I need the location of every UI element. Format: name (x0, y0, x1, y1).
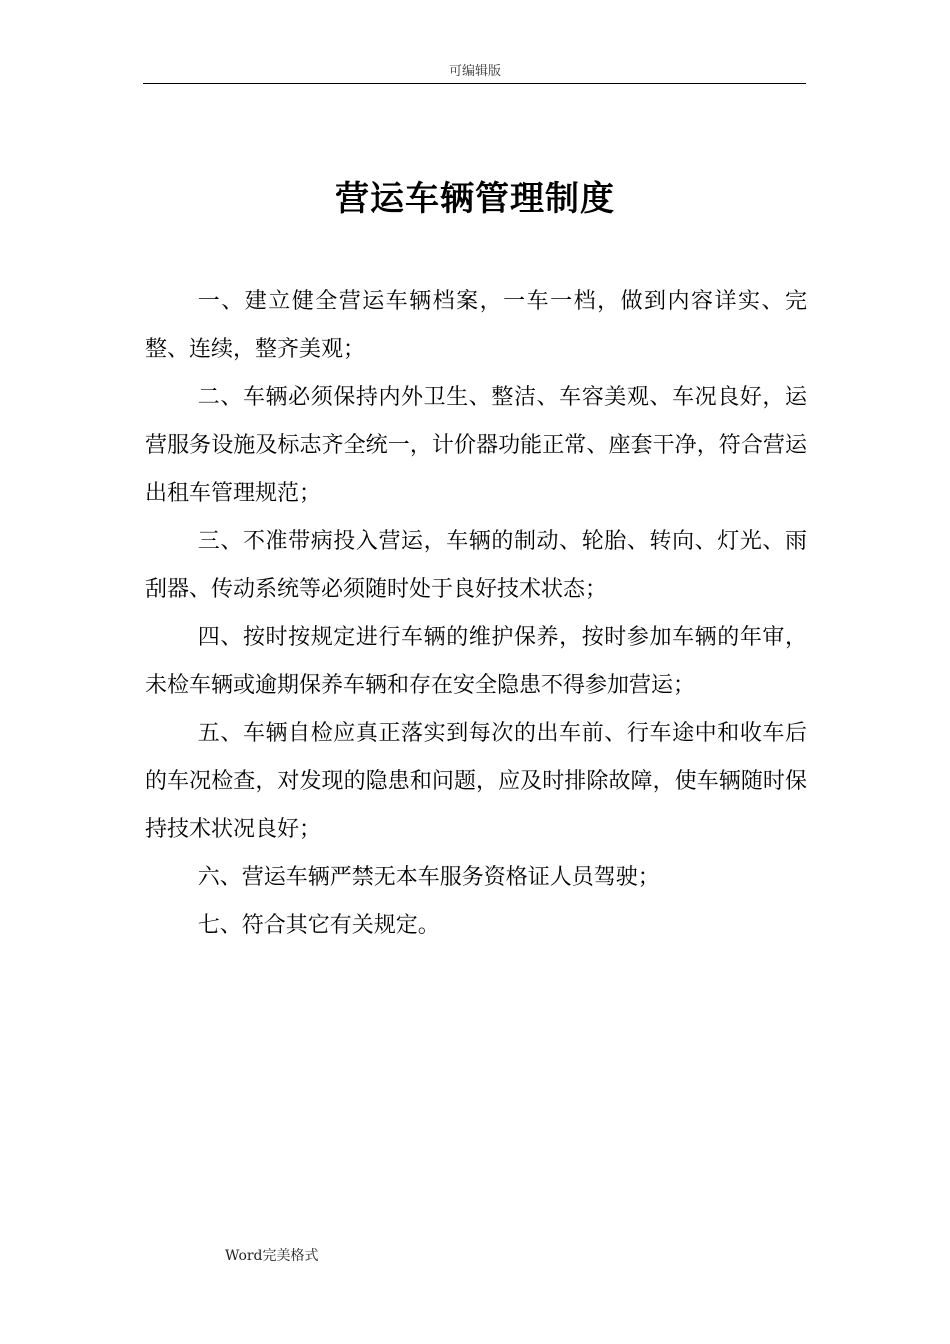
page-header: 可编辑版 (448, 64, 501, 79)
paragraph-2: 二、车辆必须保持内外卫生、整洁、车容美观、车况良好，运营服务设施及标志齐全统一，计价器功能正常、座套干净，符合营运出租车管理规范； (145, 385, 807, 506)
paragraph-5: 五、车辆自检应真正落实到每次的出车前、行车途中和收车后的车况检查，对发现的隐患和问题，应及时排除故障，使车辆随时保持技术状况良好； (145, 721, 807, 842)
header-divider (143, 83, 806, 84)
document-title: 营运车辆管理制度 (335, 179, 615, 219)
paragraph-7: 七、符合其它有关规定。 (197, 913, 440, 938)
paragraph-1: 一、建立健全营运车辆档案，一车一档，做到内容详实、完整、连续，整齐美观； (145, 289, 807, 362)
paragraph-6: 六、营运车辆严禁无本车服务资格证人员驾驶； (197, 865, 660, 890)
document-body (145, 278, 807, 950)
paragraph-3: 三、不准带病投入营运，车辆的制动、轮胎、转向、灯光、雨刮器、传动系统等必须随时处于良好技术状态； (145, 529, 807, 602)
page-footer: Word完美格式 (225, 1248, 319, 1264)
paragraph-4: 四、按时按规定进行车辆的维护保养，按时参加车辆的年审，未检车辆或逾期保养车辆和存在安全隐患不得参加营运； (145, 625, 807, 698)
